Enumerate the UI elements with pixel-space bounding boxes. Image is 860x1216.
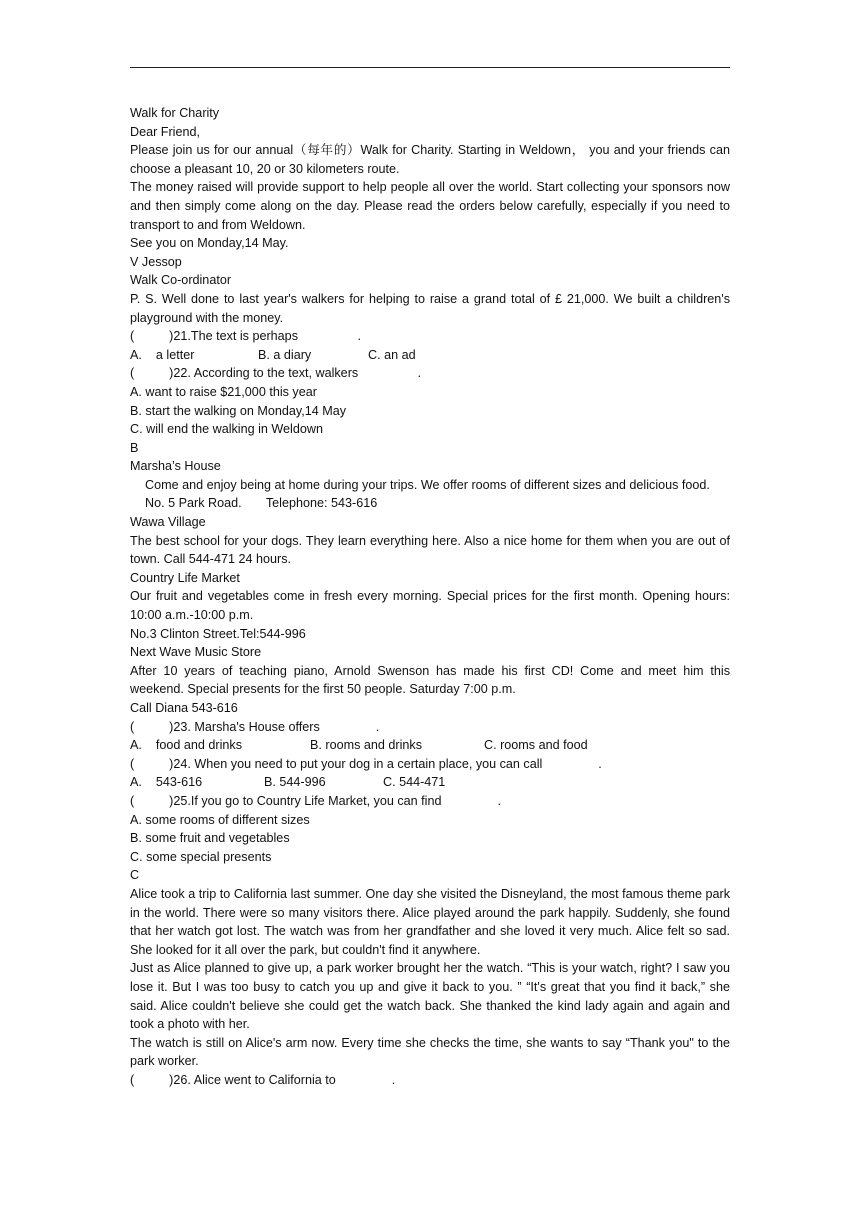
option-b: B. start the walking on Monday,14 May bbox=[130, 403, 347, 418]
option-a: A. want to raise $21,000 this year bbox=[130, 384, 317, 399]
ad-body-text: Come and enjoy being at home during your trips. We offer rooms of different sizes and delicious food. bbox=[145, 477, 710, 492]
story-paragraph-3: The watch is still on Alice's arm now. Every time she checks the time, she wants to say “Thank you" to the park worker. bbox=[130, 1035, 730, 1069]
ad-body: After 10 years of teaching piano, Arnold Swenson has made his first CD! Come and meet him this weekend. Special presents for the first 50 people. Saturday 7:00 p.m. bbox=[130, 663, 730, 697]
ad-contact: No. 5 Park Road. Telephone: 543-616 bbox=[145, 496, 378, 511]
option-a: A. a letter bbox=[130, 347, 195, 362]
ad-body: The best school for your dogs. They learn everything here. Also a nice home for them when you are out of town. Call 544-471 24 hours. bbox=[130, 533, 730, 567]
option-c: C. 544-471 bbox=[383, 775, 446, 790]
section-c-label: C bbox=[130, 868, 140, 883]
ad-body bbox=[130, 476, 730, 495]
question-24-options bbox=[130, 773, 730, 792]
letter-signer-role: Walk Co-ordinator bbox=[130, 273, 232, 288]
letter-paragraph-1: Please join us for our annual（每年的）Walk for Charity. Starting in Weldown， you and your friends can choose a pleasant 10, 20 or 30 kilometers route. bbox=[130, 143, 730, 176]
story-paragraph-2: Just as Alice planned to give up, a park worker brought her the watch. “This is your watch, right? I saw you lose it. But I was too busy to catch you up and give it back to you. ” “It's great that you find it back,” she said. Alice couldn't believe she could get the watch back. She thanked the kind lady again and again and took a photo with her. bbox=[130, 961, 730, 1032]
option-a: A. food and drinks bbox=[130, 738, 243, 753]
ad-contact: Call Diana 543-616 bbox=[130, 701, 238, 715]
ad-title: Wawa Village bbox=[130, 515, 206, 530]
letter-paragraph-2: The money raised will provide support to help people all over the world. Start collecting your sponsors now and then simply come along on the day. Please read the orders below carefully, especially if you need to transport to and from Weldown. bbox=[130, 180, 730, 232]
ad-contact: No.3 Clinton Street.Tel:544-996 bbox=[130, 626, 306, 641]
letter-closing: See you on Monday,14 May. bbox=[130, 236, 289, 251]
question-25-stem: ( )25.If you go to Country Life Market, you can find . bbox=[130, 793, 501, 808]
question-21-stem: ( )21.The text is perhaps . bbox=[130, 329, 361, 344]
letter-postscript: P. S. Well done to last year's walkers for helping to raise a grand total of £ 21,000. We built a children's playground with the money. bbox=[130, 291, 730, 325]
question-23-stem: ( )23. Marsha's House offers . bbox=[130, 719, 380, 734]
ad-title: Marsha’s House bbox=[130, 459, 221, 474]
option-b: B. some fruit and vegetables bbox=[130, 831, 290, 846]
ad-title: Next Wave Music Store bbox=[130, 645, 262, 660]
question-24-stem: ( )24. When you need to put your dog in a certain place, you can call . bbox=[130, 756, 602, 771]
header-rule bbox=[130, 67, 730, 68]
option-c: C. rooms and food bbox=[484, 738, 588, 753]
option-a: A. some rooms of different sizes bbox=[130, 812, 310, 827]
question-22-stem: ( )22. According to the text, walkers . bbox=[130, 366, 422, 381]
option-c: C. will end the walking in Weldown bbox=[130, 422, 323, 437]
section-b-label: B bbox=[130, 440, 139, 455]
story-paragraph-1: Alice took a trip to California last summer. One day she visited the Disneyland, the most famous theme park in the world. There were so many visitors there. Alice played around the park happily. Suddenly, she found that her watch got lost. The watch was from her grandfather and she loved it very much. Alice felt so sad. She looked for it all over the park, but couldn't find it anywhere. bbox=[130, 886, 730, 957]
question-21-options bbox=[130, 346, 730, 365]
letter-signer: V Jessop bbox=[130, 254, 182, 269]
ad-body: Our fruit and vegetables come in fresh every morning. Special prices for the first month. Opening hours: 10:00 a.m.-10:00 p.m. bbox=[130, 589, 730, 623]
option-b: B. 544-996 bbox=[264, 775, 326, 790]
ad-title: Country Life Market bbox=[130, 570, 240, 585]
question-23-options bbox=[130, 736, 730, 755]
option-b: B. a diary bbox=[258, 347, 312, 362]
option-c: C. some special presents bbox=[130, 849, 272, 864]
question-26-stem: ( )26. Alice went to California to . bbox=[130, 1072, 396, 1087]
option-a: A. 543-616 bbox=[130, 775, 203, 790]
passage-a-title: Walk for Charity bbox=[130, 106, 220, 120]
option-b: B. rooms and drinks bbox=[310, 738, 422, 753]
option-c: C. an ad bbox=[368, 347, 416, 362]
letter-greeting: Dear Friend, bbox=[130, 124, 200, 139]
exam-document bbox=[130, 104, 730, 1089]
